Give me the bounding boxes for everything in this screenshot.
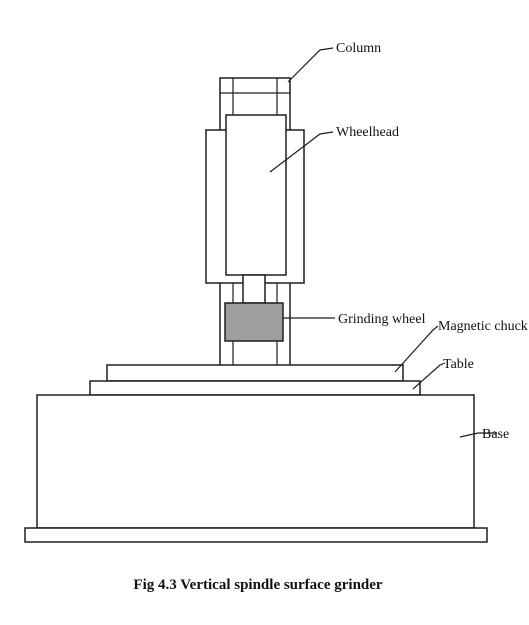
label-wheelhead: Wheelhead xyxy=(336,125,399,140)
magnetic-chuck xyxy=(107,365,403,381)
table-leader xyxy=(413,363,445,389)
grinding-wheel xyxy=(225,303,283,341)
label-table: Table xyxy=(443,357,474,372)
label-column: Column xyxy=(336,41,382,56)
base xyxy=(25,395,487,542)
table xyxy=(90,381,420,395)
label-magnetic-chuck: Magnetic chuck xyxy=(438,319,528,334)
label-base: Base xyxy=(482,427,510,442)
column-leader xyxy=(288,48,333,82)
spindle xyxy=(243,275,265,303)
figure-caption: Fig 4.3 Vertical spindle surface grinder xyxy=(133,577,383,593)
label-grinding-wheel: Grinding wheel xyxy=(338,312,426,327)
magnetic-chuck-leader xyxy=(395,326,438,372)
wheelhead xyxy=(206,115,304,283)
